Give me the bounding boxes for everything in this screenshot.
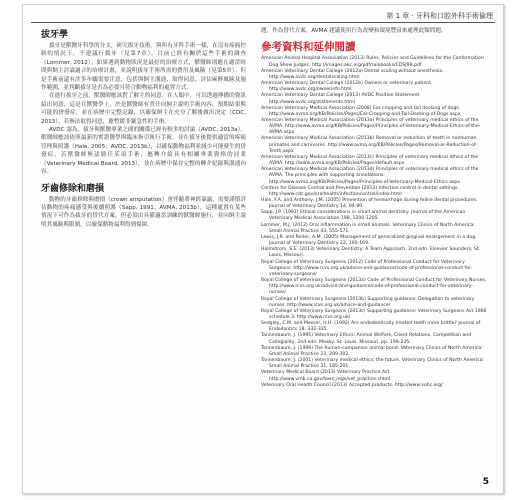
section-title-crown-reduction: 牙齒修除和磨損	[41, 183, 105, 194]
reference-item: American Veterinary Medical Association (2013c) Principles of veterinary medical ethics of the AVMA. http://www.avma.org/KB/Policies/Pages/default.aspx	[261, 154, 479, 167]
reference-item: Veterinary Oral Health Council (2013) Accepted products. http://www.vohc.org/	[261, 382, 443, 388]
reference-item: Royal College of Veterinary Surgeons (2012) Code of Professional Conduct for Veterinary Surgeons. http://www.rcvs.org.uk/advice-and-guidance/code-of-professional-conduct-for-veterinary-surgeons/	[261, 259, 473, 277]
reference-item: Veterinary Medical Board (2013) Veterinary Practice Act. http://www.vmb.ca.gov/laws_regs/vet_practice.shtml	[261, 370, 391, 382]
paragraph: 動物的牙齒修除與磨損（crown amputation）會伴隨著神經暴露，需要謹慎評估動物的疼痛感受與後續照護（Sapp, 1991；AVMA, 2013b）。這種處置在某些情況下可作為拔牙的替代方案，但必須由具備適當訓練的獸醫師施行，並向飼主說明其風險與限制，以確保動物福利得到保障。	[41, 196, 246, 228]
reference-item: Royal College of Veterinary Surgeons (2013b) Supporting guidance: Delegation to veterinary nurses. http://www.rcvs.org.uk/advice-and-guidance/	[261, 296, 475, 308]
reference-item: American Veterinary Medical Association (2013b) Removal or reduction of teeth in nonhuman primates and carnivores. http://www.avma.org/KB/Policies/Pages/Removal-or-Reduction-of-Teeth.aspx	[261, 136, 478, 154]
reference-list	[261, 56, 487, 388]
reference-item: Centers for Disease Control and Prevention (2013) Infection control in dental settings. http://www.cdc.gov/oralhealth/infectioncontrol/index.html	[261, 185, 459, 197]
reference-item: Tannenbaum, J. (2001) Veterinary medical ethics: the future. Veterinary Clinics of North America: Small Animal Practice 31, 185-201.	[261, 358, 484, 370]
reference-item: Sapp, J.P. (1991) Ethical considerations in small animal dentistry. Journal of the American Veterinary Medical Association 198, 1200-1205.	[261, 210, 466, 222]
paragraph: AVDC 認為，拔牙與獸醫專業之間的關係已經有較多的討論（AVDC, 2013a）。獸醫師應該依照最新的實證醫學與臨床指引執行手術，並在拔牙後提供適當的疼痛管理與照護（Hale, 2005；AVDC, 2013b），以確保動物福利並減少可能發生的併發症。若獸醫師無法勝任某項手術，應轉介給具有相關專業資格的同業（Veterinary Medical Board, 2013），並在病歷中保存完整的轉介紀錄與溝通內容。	[41, 127, 246, 176]
reference-item: American Veterinary Dental College (2012a) Dental scaling without anesthesia. http://www.avdc.org/dentalscaling.html	[261, 68, 444, 80]
reference-item: Royal College of Veterinary Surgeons (2013a) Code of Professional Conduct for Veterinary Nurses. http://www.rcvs.org.uk/advice-and-guidance/code-of-professional-conduct-for-veterinary-nurses/	[261, 278, 487, 296]
reference-item: Lommer, M.J. (2012) Oral inflammation in small animals. Veterinary Clinics of North America: Small Animal Practice 43, 555-571.	[261, 222, 475, 234]
reference-item: Holmstrom, S.E. (2013) Veterinary Dentistry: A Team Approach, 2nd edn. Elsevier Saunders, St. Louis, Missouri.	[261, 247, 481, 259]
reference-item: American Animal Hospital Association (2013) Rules, Policies and Guidelines for the Conformation Dog Show Judges. http://images.akc.org/pdf/rulebooks/CDSJ99.pdf	[261, 56, 484, 68]
references-heading: 參考資料和延伸閱讀	[261, 41, 356, 54]
reference-item: Tannenbaum, J. (1995) Veterinary Ethics: Animal Welfare, Client Relations, Competition and Collegiality, 2nd edn. Mosby, St. Louis, Missouri, pp. 199-235.	[261, 333, 472, 345]
paragraph: 在進行拔牙之前，獸醫師應該對了解主的同意。在人類中，可以透過傳播的資訊給出同意，這是在獸醫學上，於是獸醫師有責任向飼主說明手術內容、預期結果與可能的併發症，並在病歷中完整記錄，以確保飼主在充分了解後做出決定（CDC, 2013）。若無法取得同意，應暫緩非緊急性的手術。	[41, 93, 246, 125]
page-number: 5	[482, 477, 489, 487]
paragraph: 拔牙是獸醫牙科學的分支，研究拔牙技術。與所有牙科手術一樣，在沒有疼痛控制的情況下，不建議行拔牙（見第7章）。目前已經有關於這些手術的調查（Lommer, 2012）。如果遇到動物狀況是最好的治療方式，獸醫師則應在適當時間與飼主討論適合的治療計畫，並說明拔牙手術所需的費用及風險（見第5章）。但是手術前還有許多步驟需要注意，包括與飼主溝通、取得同意、評估麻醉風險及施作範圍，並判斷拔牙是否為必要且符合動物福利的處置方式。	[41, 43, 246, 92]
reference-item: Sedgley, C.M. and Messer, H.H. (1992) Are endodontically treated teeth more brittle? Journal of Endodontics 18, 332-335.	[261, 321, 481, 333]
continuation-paragraph: 題，作為替代方案，AVMA 建議使用行為改變和環境豐富來處理此類問題。	[261, 28, 447, 34]
reference-item: American Veterinary Medical Association (2008) Ear cropping and tail docking of dogs. http://www.avma.org/KB/Policies/Pages/Ear-Cropping-and-Tail-Docking-of-Dogs.aspx	[261, 105, 461, 117]
reference-item: American Veterinary Dental College (2012b) Owners or veterinary patient. http://www.avdc.org/ownerinfo.html	[261, 81, 433, 93]
right-column	[261, 27, 487, 389]
reference-item: Lewis, J.R. and Reiter, A.M. (2005) Management of generalized gingival enlargement in a dog. Journal of Veterinary Dentistry 22, 160-169.	[261, 234, 477, 247]
reference-item: Royal College of Veterinary Surgeons (2013c) Supporting guidance: Veterinary Surgeons Act 1966 schedule 3. http://www.rcvs.org.uk/	[261, 308, 487, 320]
document-page	[22, 4, 504, 494]
reference-item: American Veterinary Dental College (2013) AVDC Position Statement. http://www.avdc.org/statements.html	[261, 93, 421, 105]
section-title-extraction: 拔牙學	[41, 30, 69, 40]
reference-item: Tannenbaum, J. (1999) The human-companion animal bond. Veterinary Clinics of North America: Small Animal Practice 23, 289-302.	[261, 345, 483, 357]
reference-item: American Veterinary Medical Association (2013d) Principles of veterinary medical ethics of the AVMA. The principles with supporting annotations. http://www.avma.org/KB/Policies/Pages/Principles-of-Veterinary-Medical-Ethics.aspx	[261, 167, 479, 185]
header-rule	[31, 22, 495, 23]
running-head: 第 1 章 · 牙科和口腔外科手術倫理	[386, 12, 493, 20]
left-column	[41, 27, 246, 229]
reference-item: Hale, F.A. and Anthony, J.M. (2005) Prevention of hemorrhage during feline dental procedures. Journal of Veterinary Dentistry 14, 84-90.	[261, 198, 478, 210]
reference-item: American Veterinary Medical Association (2013a) Principles of veterinary medical ethics of the AVMA. http://www.avma.org/KB/Policies/Pages/Principles-of-Veterinary-Medical-Ethics-of-the-AVMA.aspx	[261, 117, 481, 136]
